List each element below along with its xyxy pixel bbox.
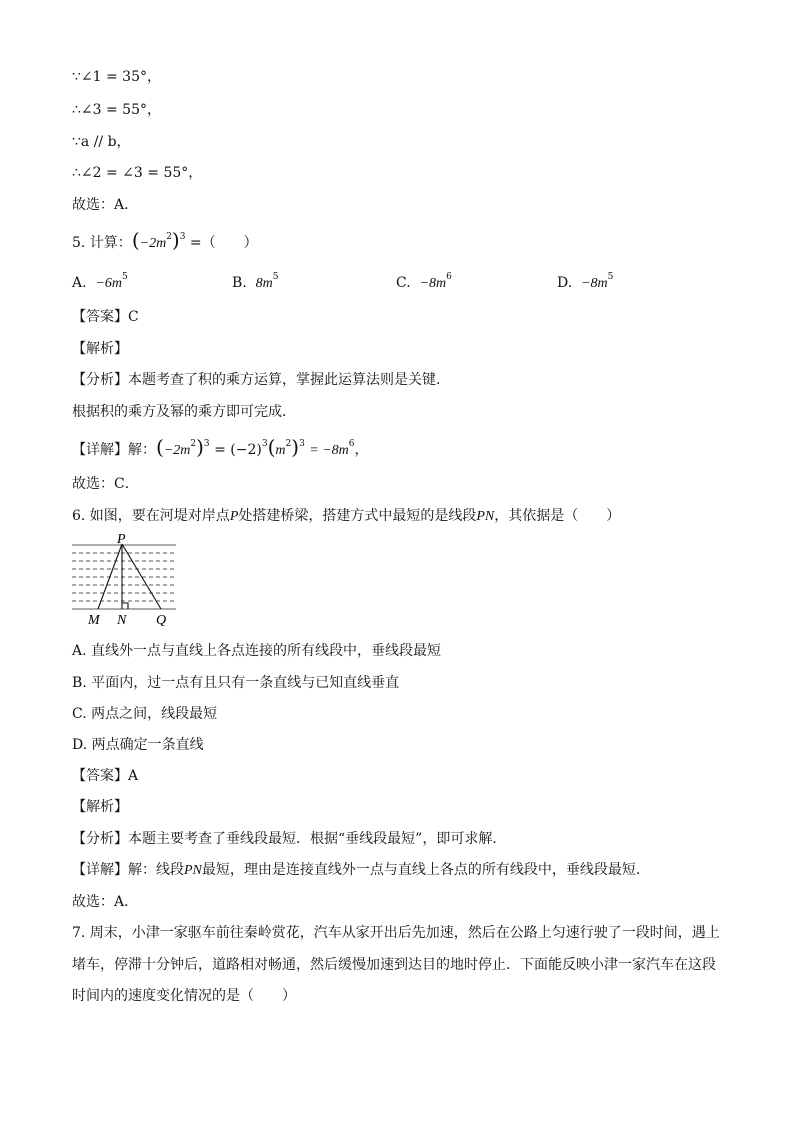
q5-answer: 【答案】C <box>72 309 139 325</box>
q7-line1: 7. 周末，小津一家驱车前往秦岭赏花，汽车从家开出后先加速，然后在公路上匀速行驶了一段时间，遇上 <box>72 925 720 941</box>
q6-detail: 【详解】解：线段PN最短，理由是连接直线外一点与直线上各点的所有线段中，垂线段最短． <box>72 862 650 878</box>
q6-choose: 故选：A． <box>72 894 139 910</box>
q6-fenxi: 【分析】本题主要考查了垂线段最短．根据“垂线段最短”，即可求解． <box>72 831 507 847</box>
q5-tail: =（ ） <box>189 235 258 251</box>
river-figure <box>68 532 180 628</box>
river-lines <box>72 545 176 609</box>
q5-number: 5. 计算： <box>72 235 132 251</box>
line-parallel: ∵a // b， <box>72 134 131 150</box>
q6-option-c: C. 两点之间，线段最短 <box>72 706 218 722</box>
line-angle1: ∵∠1 = 35°， <box>72 69 161 85</box>
q5-fenxi: 【分析】本题考查了积的乘方运算，掌握此运算法则是关键． <box>72 372 450 388</box>
line-angle3: ∴∠3 = 55°， <box>72 102 161 118</box>
q5-option-b: B. $8m^5$ <box>232 272 279 291</box>
q6-answer: 【答案】A <box>72 768 139 784</box>
q6-stem: 6. 如图，要在河堤对岸点P处搭建桥梁，搭建方式中最短的是线段PN，其依据是（ ） <box>72 508 621 524</box>
q5-option-c: C. $-8m^6$ <box>396 272 452 291</box>
line-choose-a: 故选：A． <box>72 197 139 213</box>
q5-stem: 5. 计算：$(-2m^2)^3$ =（ ） <box>72 228 258 252</box>
q5-jiexi: 【解析】 <box>72 341 128 357</box>
label-q: Q <box>156 613 167 628</box>
q6-jiexi: 【解析】 <box>72 799 128 815</box>
label-m: M <box>88 613 100 628</box>
q5-option-d: D. $-8m^5$ <box>557 272 614 291</box>
q6-option-b: B. 平面内，过一点有且只有一条直线与已知直线垂直 <box>72 675 400 691</box>
q5-note: 根据积的乘方及幂的乘方即可完成． <box>72 404 296 420</box>
q7-line2: 堵车，停滞十分钟后，道路相对畅通，然后缓慢加速到达目的地时停止．下面能反映小津一家汽车在这段 <box>72 957 716 973</box>
q6-option-d: D. 两点确定一条直线 <box>72 737 204 753</box>
bridge-lines <box>98 544 161 609</box>
q5-option-a: A. $-6m^5$ <box>72 272 128 291</box>
label-n: N <box>117 613 127 628</box>
line-angle2: ∴∠2 = ∠3 = 55°， <box>72 165 203 181</box>
q6-option-a: A. 直线外一点与直线上各点连接的所有线段中，垂线段最短 <box>72 643 442 659</box>
label-p: P <box>117 532 126 547</box>
q5-choose: 故选：C． <box>72 476 139 492</box>
q7-line3: 时间内的速度变化情况的是（ ） <box>72 988 296 1004</box>
q5-detail: 【详解】解：$(-2m^2)^3 = (-2)^3(m^2)^3 = -8m^6$， <box>72 435 369 459</box>
